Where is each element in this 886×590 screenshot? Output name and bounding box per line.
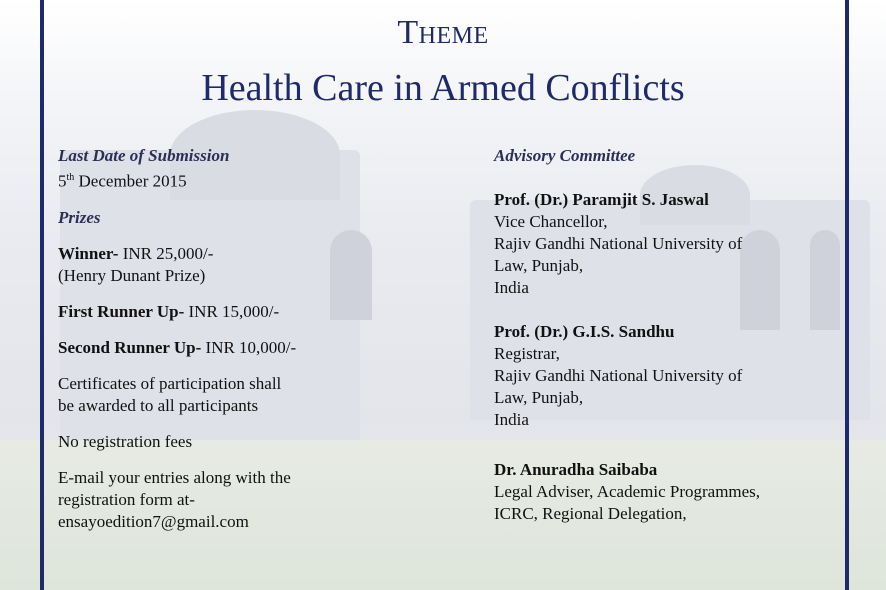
winner-note: (Henry Dunant Prize) — [58, 265, 206, 285]
second-runner-prize: Second Runner Up- INR 10,000/- — [58, 337, 297, 357]
deadline-heading: Last Date of Submission — [58, 146, 230, 165]
certificates-line-2: be awarded to all participants — [58, 395, 259, 415]
left-column — [58, 145, 418, 533]
member-org: Law, Punjab, — [494, 256, 584, 275]
member-role: Legal Adviser, Academic Programmes, — [494, 482, 761, 501]
certificates-line-1: Certificates of participation shall — [58, 373, 282, 393]
member-role: Registrar, — [494, 344, 560, 363]
email-instructions-line-1: E-mail your entries along with the — [58, 467, 291, 487]
first-runner-prize: First Runner Up- INR 15,000/- — [58, 301, 280, 321]
deadline-date: 5th December 2015 — [58, 171, 187, 191]
email-instructions-line-2: registration form at- — [58, 489, 195, 509]
email-address[interactable]: ensayoedition7@gmail.com — [58, 511, 249, 531]
member-org: Rajiv Gandhi National University of — [494, 366, 743, 385]
member-org: Rajiv Gandhi National University of — [494, 234, 743, 253]
right-column — [494, 145, 834, 525]
member-org: ICRC, Regional Delegation, — [494, 504, 687, 523]
member-name: Prof. (Dr.) G.I.S. Sandhu — [494, 322, 675, 341]
no-fees-note: No registration fees — [58, 431, 193, 451]
committee-heading: Advisory Committee — [494, 146, 636, 165]
theme-label: Theme — [397, 14, 489, 51]
member-role: Vice Chancellor, — [494, 212, 608, 231]
member-name: Dr. Anuradha Saibaba — [494, 460, 658, 479]
member-org: India — [494, 410, 529, 429]
theme-title: Health Care in Armed Conflicts — [201, 67, 685, 109]
winner-prize: Winner- INR 25,000/- — [58, 243, 214, 263]
member-name: Prof. (Dr.) Paramjit S. Jaswal — [494, 190, 709, 209]
member-org: Law, Punjab, — [494, 388, 584, 407]
prizes-heading: Prizes — [58, 207, 101, 227]
member-org: India — [494, 278, 529, 297]
